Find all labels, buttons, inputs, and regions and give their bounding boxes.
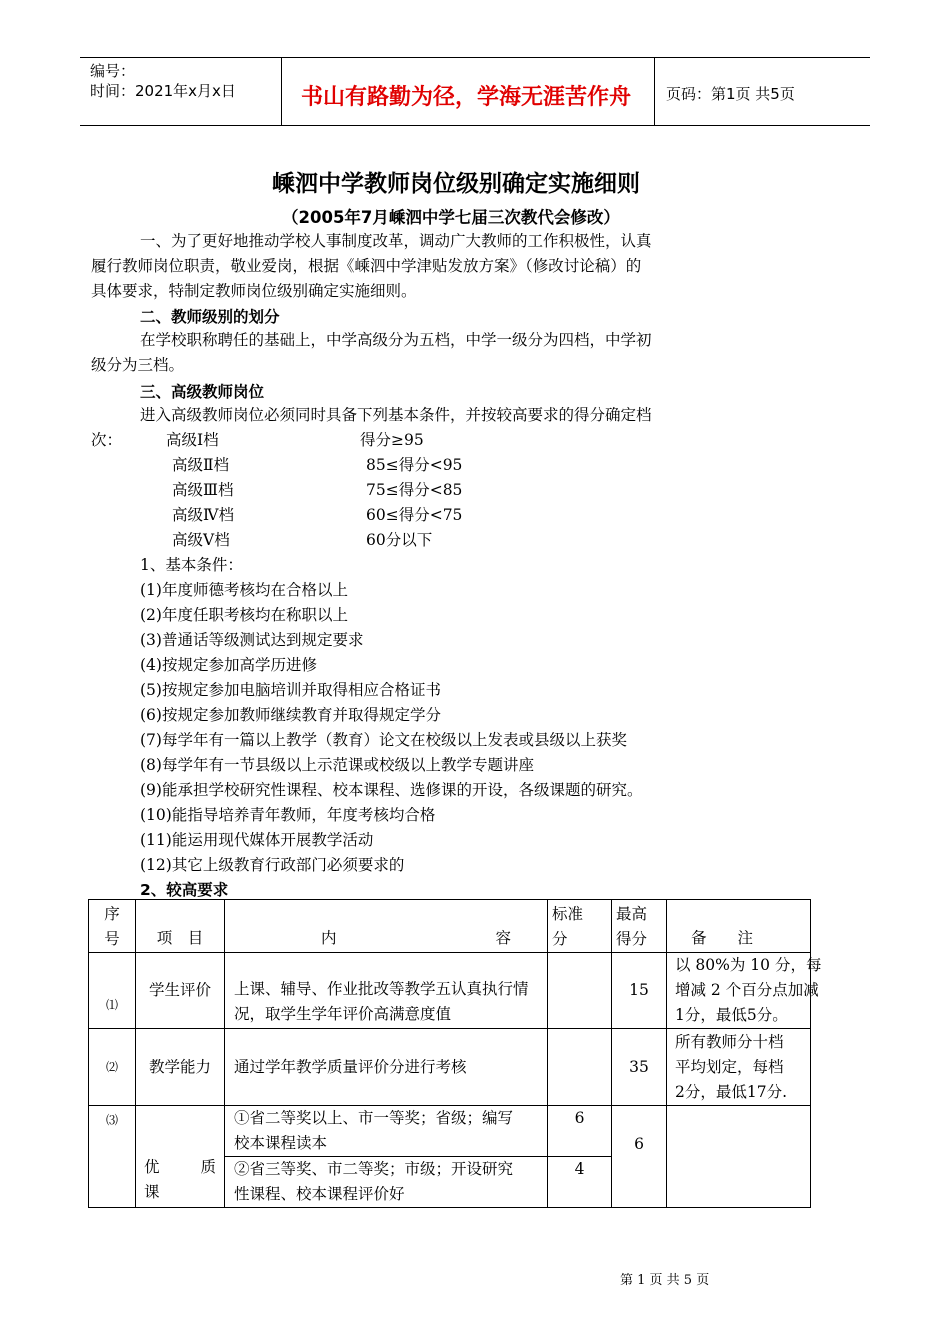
row-subitem-content [225,1157,548,1208]
row-note-line: 1分，最低5分。 [675,1006,788,1024]
row-seq: ⑵ [89,1029,136,1106]
header-max-line: 得分 [616,930,648,948]
header-max [612,900,667,953]
grade-name: 高级Ⅴ档 [172,531,230,549]
basic-item: (11)能运用现代媒体开展教学活动 [140,831,374,849]
header-item: 项 目 [136,900,225,953]
table-row [89,1029,811,1106]
header-seq [89,900,136,953]
document-subtitle: （2005年7月嵊泗中学七届三次教代会修改） [282,208,620,227]
grade-range: 得分≥95 [360,431,424,449]
basic-item: (10)能指导培养青年教师，年度考核均合格 [140,806,436,824]
row-note [667,1106,811,1208]
row-content-line: 况，取学生学年评价高满意度值 [234,1004,452,1023]
row-note [667,1029,811,1106]
table-row [89,953,811,1029]
row-std [548,953,612,1029]
section2-line-1: 在学校职称聘任的基础上，中学高级分为五档，中学一级分为四档，中学初 [140,331,652,349]
grade-name: 高级Ⅲ档 [172,481,234,499]
row-max: 35 [612,1029,667,1106]
grade-range: 75≤得分<85 [366,481,463,499]
row-note-line: 2分，最低17分. [675,1082,788,1101]
header-seq-line: 号 [104,930,120,948]
header-content-char: 内 [321,929,337,947]
section3-heading: 三、高级教师岗位 [140,383,265,401]
grade-range: 60分以下 [366,531,433,549]
section2-line-2: 级分为三档。 [91,356,185,374]
row-content-line: ②省三等奖、市二等奖；市级；开设研究 [234,1160,514,1178]
basic-heading: 1、基本条件： [140,556,243,574]
header-motto: 书山有路勤为径，学海无涯苦作舟 [301,85,632,110]
row-content-line: ①省二等奖以上、市一等奖；省级；编写 [234,1109,514,1127]
header-page-info: 页码：第1页 共5页 [666,85,795,103]
row-subitem-content [225,1106,548,1157]
header-std-line: 分 [552,930,568,948]
basic-item: (7)每学年有一篇以上教学（教育）论文在校级以上发表或县级以上获奖 [140,731,627,749]
higher-heading: 2、较高要求 [140,881,229,899]
header-content [225,900,548,953]
row-seq: ⑶ [89,1106,136,1208]
basic-item: (2)年度任职考核均在称职以上 [140,606,348,624]
table-header-row [89,900,811,953]
section2-heading: 二、教师级别的划分 [140,308,280,326]
row-item: 学生评价 [136,953,225,1029]
basic-item: (4)按规定参加高学历进修 [140,656,317,674]
basic-item: (12)其它上级教育行政部门必须要求的 [140,856,405,874]
grade-range: 85≤得分<95 [366,456,463,474]
header-max-line: 最高 [616,905,648,923]
row-note [667,953,822,1029]
grade-name: 高级Ⅱ档 [172,456,230,474]
table-row [89,1106,811,1157]
row-content: 通过学年教学质量评价分进行考核 [225,1029,548,1106]
basic-item: (8)每学年有一节县级以上示范课或校级以上教学专题讲座 [140,756,534,774]
basic-item: (9)能承担学校研究性课程、校本课程、选修课的开设，各级课题的研究。 [140,781,643,799]
row-note-line: 平均划定，每档 [675,1057,784,1076]
row-std [548,1029,612,1106]
page-footer: 第 1 页 共 5 页 [620,1273,710,1288]
basic-item: (1)年度师德考核均在合格以上 [140,581,348,599]
header-divider-left [281,57,282,125]
row-content-line: 性课程、校本课程评价好 [234,1185,405,1203]
header-std [548,900,612,953]
row-subitem-std: 6 [548,1106,612,1157]
intro-line-1: 一、为了更好地推动学校人事制度改革，调动广大教师的工作积极性，认真 [140,232,652,250]
header-note: 备 注 [667,900,811,953]
document-title: 嵊泗中学教师岗位级别确定实施细则 [272,171,640,197]
doc-time-label: 时间：2021年x月x日 [90,82,236,100]
row-item-line: 课 [144,1183,160,1201]
section3-prefix: 次： [91,431,123,449]
basic-item: (5)按规定参加电脑培训并取得相应合格证书 [140,681,441,699]
basic-item: (3)普通话等级测试达到规定要求 [140,631,364,649]
row-note-line: 以 80%为 10 分，每 [675,956,822,974]
basic-item: (6)按规定参加教师继续教育并取得规定学分 [140,706,441,724]
intro-line-3: 具体要求，特制定教师岗位级别确定实施细则。 [91,282,417,300]
row-content-line: 校本课程读本 [234,1134,328,1152]
doc-number-label: 编号： [90,62,136,80]
requirements-table [88,899,822,1208]
grade-name: 高级Ⅰ档 [166,431,219,449]
row-content [225,953,548,1029]
header-content-char: 容 [495,929,511,947]
row-item: 教学能力 [136,1029,225,1106]
row-note-line: 增减 2 个百分点加减 [675,981,819,999]
intro-line-2: 履行教师岗位职责，敬业爱岗，根据《嵊泗中学津贴发放方案》（修改讨论稿）的 [91,257,642,275]
row-subitem-std: 4 [548,1157,612,1208]
row-item-line: 优 质 [144,1158,216,1176]
row-max: 6 [612,1106,667,1208]
header-bottom-rule [80,125,870,126]
header-seq-line: 序 [104,905,120,923]
row-note-line: 所有教师分十档 [675,1032,784,1051]
row-max: 15 [612,953,667,1029]
row-seq: ⑴ [89,953,136,1029]
row-item [136,1106,225,1208]
grade-name: 高级Ⅳ档 [172,506,234,524]
header-divider-right [654,57,655,125]
section3-line-1: 进入高级教师岗位必须同时具备下列基本条件，并按较高要求的得分确定档 [140,406,652,424]
header-top-rule [80,57,870,58]
row-content-line: 上课、辅导、作业批改等教学五认真执行情 [234,979,529,998]
header-std-line: 标准 [552,905,584,923]
grade-range: 60≤得分<75 [366,506,463,524]
